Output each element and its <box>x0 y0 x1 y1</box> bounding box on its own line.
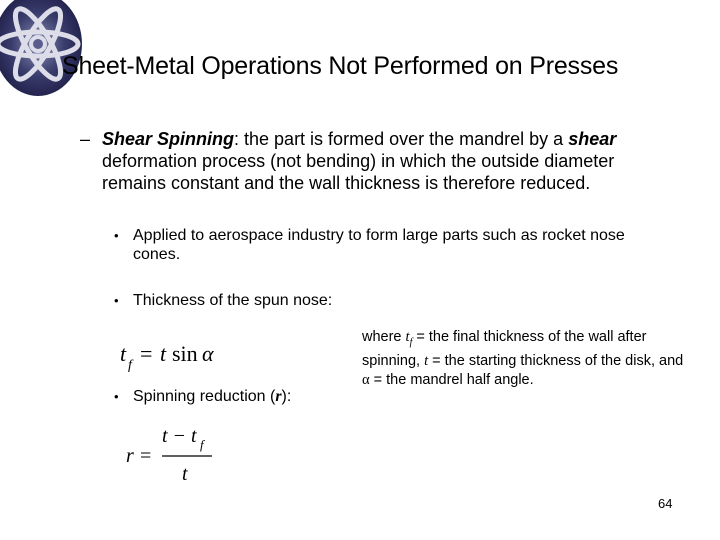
eq-equals: = <box>140 341 153 366</box>
equation-thickness <box>118 335 233 375</box>
bullet-text: Thickness of the spun nose: <box>133 292 333 309</box>
bullet-marker: • <box>114 293 119 308</box>
emphasis-shear: shear <box>568 129 617 149</box>
eq-symbol-r: r <box>126 445 134 467</box>
atom-icon <box>0 0 84 98</box>
bullet-marker: • <box>114 228 119 243</box>
var-alpha: α <box>362 371 370 388</box>
eq-subscript-f: f <box>128 358 132 373</box>
eq-equals: = <box>140 445 152 467</box>
shear-spinning-definition <box>80 128 680 194</box>
bullet-spinning-reduction <box>114 387 364 406</box>
note-text: where <box>362 329 406 345</box>
eq-symbol-alpha: α <box>202 341 214 366</box>
page-number: 64 <box>658 496 673 511</box>
bullet-aerospace <box>114 226 654 264</box>
variable-definitions <box>362 328 692 390</box>
bullet-text: ): <box>281 388 292 405</box>
equation-spinning-reduction <box>124 422 224 488</box>
bullet-text: Applied to aerospace industry to form large parts such as rocket nose cones. <box>133 227 625 263</box>
symbol-r: r <box>275 388 282 405</box>
definition-text-2: deformation process (not bending) in which the outside diameter remains constant and the wall thickness is therefore reduced. <box>102 151 615 193</box>
definition-text-1: : the part is formed over the mandrel by a <box>234 129 569 149</box>
bullet-thickness <box>114 291 514 310</box>
note-text: = the mandrel half angle. <box>369 371 534 388</box>
eq-numerator: t − t <box>162 425 197 447</box>
note-text: = the starting thickness of the disk, and <box>428 352 684 369</box>
var-t: t <box>405 329 410 345</box>
term-shear-spinning: Shear Spinning <box>102 129 235 149</box>
bullet-text: Spinning reduction ( <box>133 388 276 405</box>
note-text: = the final thickness of the wall after spinning, <box>362 329 647 369</box>
eq-subscript-f: f <box>200 437 204 452</box>
eq-symbol-t: t <box>160 341 167 366</box>
slide-title: Sheet-Metal Operations Not Performed on Presses <box>62 52 619 80</box>
bullet-marker: • <box>114 389 119 404</box>
var-t: t <box>424 352 429 369</box>
var-f-subscript: f <box>409 336 413 348</box>
dash-marker: – <box>80 129 91 149</box>
eq-denominator: t <box>182 463 188 485</box>
eq-symbol-t: t <box>120 341 127 366</box>
eq-sin: sin <box>172 341 198 366</box>
